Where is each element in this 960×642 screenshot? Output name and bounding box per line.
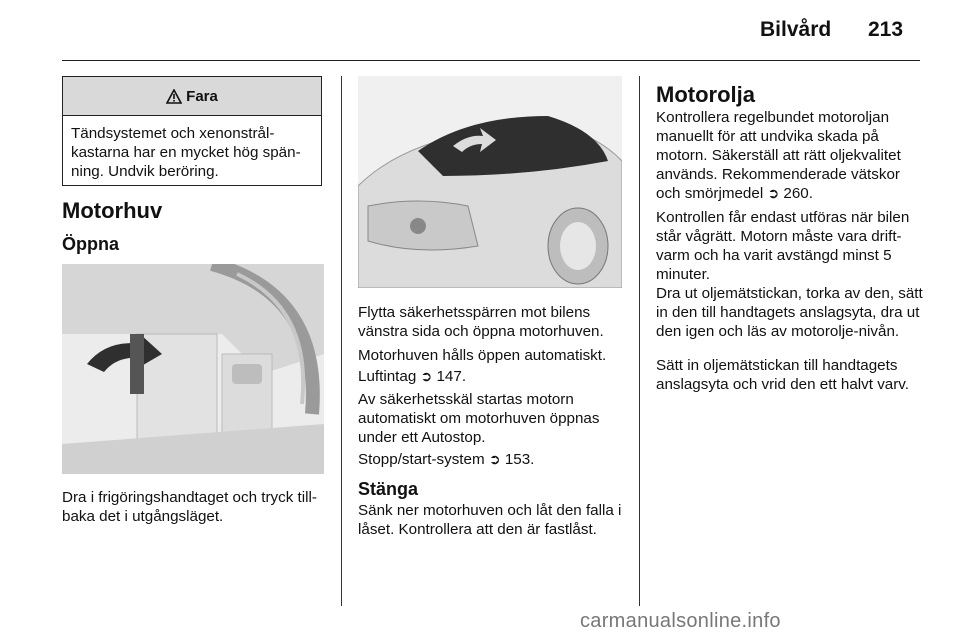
watermark: carmanualsonline.info <box>580 610 781 632</box>
warning-triangle-icon <box>166 89 182 104</box>
stanga-heading: Stänga <box>358 479 419 499</box>
motorolja-heading: Motorolja <box>656 82 755 107</box>
column-divider-1 <box>341 76 342 606</box>
paragraph-dipstick: Dra ut oljemätstickan, torka av den, sätt in den till handtagets anslagsyta, dra ut den igen och läs av motorolje-nivån. <box>656 285 923 340</box>
check-oil-page-ref[interactable]: 260. <box>783 185 813 202</box>
paragraph-close-hood: Sänk ner motorhuven och låt den falla i låset. Kontrollera att den är fastlåst. <box>358 502 622 538</box>
paragraph-level-ground: Kontrollen får endast utföras när bilen står vågrätt. Motorn måste vara drift-varm och ha varit avstängd minst 5 minuter. <box>656 209 910 283</box>
hood-release-illustration <box>62 264 324 474</box>
page-reference-icon: ➲ <box>488 451 501 467</box>
paragraph-autostop: Av säkerhetsskäl startas motorn automatiskt om motorhuven öppnas under ett Autostop. <box>358 391 600 446</box>
page-reference-icon: ➲ <box>420 368 433 384</box>
car-hood-image <box>358 76 622 288</box>
air-intake-text: Luftintag <box>358 368 417 385</box>
page-number: 213 <box>868 18 904 41</box>
paragraph-insert-dipstick: Sätt in oljemätstickan till handtagets anslagsyta och vrid den ett halvt varv. <box>656 357 909 393</box>
stop-start-page-ref[interactable]: 153. <box>504 451 535 468</box>
paragraph-check-oil <box>656 108 924 203</box>
column-divider-2 <box>639 76 640 606</box>
paragraph-air-intake <box>358 367 624 386</box>
header-rule <box>62 60 920 61</box>
section-title: Bilvård <box>760 18 832 41</box>
open-hood-illustration <box>358 76 622 288</box>
caption-hood-release: Dra i frigöringshandtaget och tryck till-baka det i utgångsläget. <box>62 489 317 525</box>
page-reference-icon: ➲ <box>767 185 780 201</box>
warning-label: Fara <box>186 87 218 105</box>
stop-start-text: Stopp/start-system <box>358 451 485 468</box>
oppna-heading: Öppna <box>62 234 119 254</box>
hood-release-image <box>62 264 324 474</box>
paragraph-hood-open: Motorhuven hålls öppen automatiskt. <box>358 347 607 364</box>
check-oil-text: Kontrollera regelbundet motoroljan manuellt för att undvika skada på motorn. Säkerställ att rätt oljekvalitet används. Rekommenderade vätskor och smörjmedel <box>656 109 901 202</box>
warning-text: Tändsystemet och xenonstrål-kastarna har en mycket hög spän-ning. Undvik beröring. <box>71 125 301 180</box>
warning-box <box>62 76 322 186</box>
air-intake-page-ref[interactable]: 147. <box>436 368 467 385</box>
paragraph-safety-catch: Flytta säkerhetsspärren mot bilens vänstra sida och öppna motorhuven. <box>358 304 604 340</box>
warning-header <box>63 77 321 116</box>
motorhuv-heading: Motorhuv <box>62 198 163 223</box>
paragraph-stop-start <box>358 450 624 469</box>
